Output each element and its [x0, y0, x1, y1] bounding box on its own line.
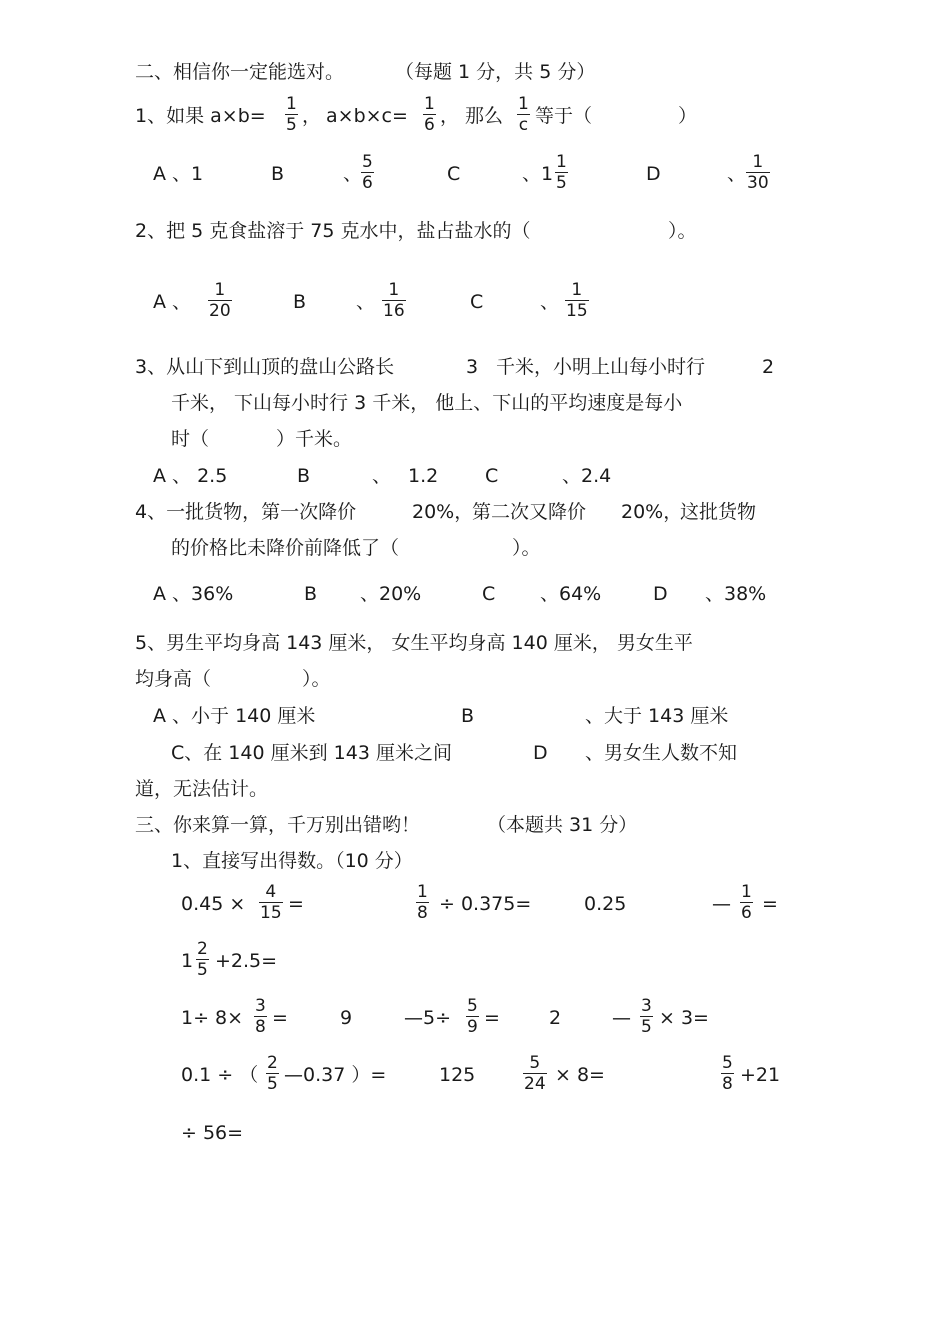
q5-option-d-value: 、男女生人数不知	[585, 742, 738, 764]
q1-fraction-3: 1 c	[518, 94, 529, 135]
q3-line1: 3、从山下到山顶的盘山公路长	[135, 356, 395, 378]
q1-prefix: 1、如果 a×b=	[135, 105, 266, 127]
q4-percent-1: 20%，	[412, 501, 474, 523]
q2-close: ）。	[668, 220, 697, 242]
q1-fraction-2: 1 6	[424, 94, 435, 135]
calc-r4-a-pre: 0.1 ÷ （	[181, 1064, 259, 1086]
q4-line1: 4、一批货物，第一次降价	[135, 501, 357, 523]
q5-option-b-label: B	[461, 705, 475, 727]
calc-r3-a-fraction: 3 8	[255, 996, 266, 1037]
calc-r4-b-post: × 8=	[555, 1064, 605, 1086]
calc-r4-c-fraction: 5 8	[722, 1053, 733, 1094]
q4-mid: 第二次又降价	[472, 501, 587, 523]
q1-option-c-label: C	[447, 163, 461, 185]
calc-r4-b-pre: 125	[439, 1064, 476, 1086]
calc-r3-c-fraction: 3 5	[641, 996, 652, 1037]
q2-text: 2、把 5 克食盐溶于 75 克水中，盐占盐水的（	[135, 220, 531, 242]
calc-r1-b-post: ÷ 0.375=	[439, 893, 532, 915]
q3-line3: 时（	[171, 428, 210, 450]
q2-option-c-sep: 、	[540, 291, 560, 313]
q3-option-b-sep: 、	[372, 465, 392, 487]
calc-r3-c-mid: —	[612, 1007, 631, 1029]
q1-option-d-fraction: 1 30	[747, 152, 769, 193]
q1-comma: ，	[302, 105, 322, 127]
calc-r3-b-pre: 9	[340, 1007, 353, 1029]
q3-option-a: A 、 2.5	[153, 465, 228, 487]
q2-option-a-label: A 、	[153, 291, 192, 313]
q4-line2: 的价格比未降价前降低了（	[171, 537, 400, 559]
q4-option-a: A 、36%	[153, 583, 234, 605]
q1-option-b-sep: 、	[343, 163, 363, 185]
q4-option-d-value: 、38%	[705, 583, 767, 605]
q1-option-c-fraction: 1 5	[556, 152, 567, 193]
q1-equals: 等于（	[535, 105, 593, 127]
calc-r3-b-mid: —5÷	[404, 1007, 452, 1029]
q4-option-b-value: 、20%	[360, 583, 422, 605]
q4-option-c-value: 、64%	[540, 583, 602, 605]
q2-option-b-sep: 、	[356, 291, 376, 313]
q1-fraction-1: 1 5	[286, 94, 297, 135]
calc-r2-whole: 1	[181, 950, 194, 972]
section2-score: （每题 1 分，共 5 分）	[395, 61, 596, 83]
q3-option-c-label: C	[485, 465, 499, 487]
q1-option-b-fraction: 5 6	[362, 152, 373, 193]
q5-option-b-value: 、大于 143 厘米	[585, 705, 729, 727]
calc-r1-d-pre: —	[712, 893, 731, 915]
q2-option-b-fraction: 1 16	[383, 280, 405, 321]
calc-r3-c-post: × 3=	[659, 1007, 709, 1029]
q3-line1-end: 2	[762, 356, 775, 378]
q3-option-b-label: B	[297, 465, 311, 487]
q1-then: ， 那么	[440, 105, 504, 127]
calc-r1-c: 0.25	[584, 893, 627, 915]
calc-r3-a-pre: 1÷ 8×	[181, 1007, 244, 1029]
q4-line2-end: ）。	[512, 537, 541, 559]
q5-option-a: A 、小于 140 厘米	[153, 705, 316, 727]
calc-r1-a-eq: =	[288, 893, 304, 915]
calc-r5: ÷ 56=	[181, 1122, 244, 1144]
q1-mid: a×b×c=	[326, 105, 408, 127]
calc-r1-b-fraction: 1 8	[417, 882, 428, 923]
q5-option-d-label: D	[533, 742, 548, 764]
calc-r3-c-pre: 2	[549, 1007, 562, 1029]
calc-r1-a-fraction: 4 15	[260, 882, 282, 923]
calc-r4-c-post: +21	[740, 1064, 781, 1086]
q4-option-b-label: B	[304, 583, 318, 605]
calc-r1-d-eq: =	[762, 893, 778, 915]
q1-option-b-label: B	[271, 163, 285, 185]
calc-r4-b-fraction: 5 24	[524, 1053, 546, 1094]
section3-title: 三、你来算一算，千万别出错哟！	[135, 814, 421, 836]
q4-percent-2: 20%，	[621, 501, 683, 523]
q1-option-d-sep: 、	[727, 163, 747, 185]
q4-option-d-label: D	[653, 583, 668, 605]
q4-option-c-label: C	[482, 583, 496, 605]
q5-line1: 5、男生平均身高 143 厘米， 女生平均身高 140 厘米， 男女生平	[135, 632, 693, 654]
calc-r4-a-post: —0.37 ）=	[284, 1064, 387, 1086]
q2-option-a-fraction: 1 20	[209, 280, 231, 321]
q1-option-a: A 、1	[153, 163, 204, 185]
q5-line2-end: ）。	[302, 668, 331, 690]
section3-sub1: 1、直接写出得数。（10 分）	[171, 850, 413, 872]
q1-close: ）	[678, 105, 698, 127]
calc-r3-b-eq: =	[484, 1007, 500, 1029]
q3-line3-end: ）千米。	[276, 428, 353, 450]
q3-option-c-value: 、2.4	[562, 465, 612, 487]
q2-option-c-fraction: 1 15	[566, 280, 588, 321]
q4-end: 这批货物	[680, 501, 757, 523]
q5-option-c: C、在 140 厘米到 143 厘米之间	[171, 742, 452, 764]
q3-option-b-value: 1.2	[408, 465, 439, 487]
q2-option-c-label: C	[470, 291, 484, 313]
calc-r2-post: +2.5=	[215, 950, 278, 972]
q3-line1-num: 3	[466, 356, 479, 378]
calc-r3-b-fraction: 5 9	[467, 996, 478, 1037]
section2-title: 二、相信你一定能选对。	[135, 61, 345, 83]
calc-r3-a-eq: =	[272, 1007, 288, 1029]
q2-option-b-label: B	[293, 291, 307, 313]
q5-line2: 均身高（	[135, 668, 212, 690]
calc-r2-fraction: 2 5	[197, 939, 208, 980]
calc-r1-a-pre: 0.45 ×	[181, 893, 246, 915]
q1-option-c-sep: 、1	[522, 163, 554, 185]
section3-score: （本题共 31 分）	[487, 814, 638, 836]
q1-option-d-label: D	[646, 163, 661, 185]
q3-line2: 千米， 下山每小时行 3 千米， 他上、下山的平均速度是每小	[171, 392, 683, 414]
calc-r1-d-fraction: 1 6	[741, 882, 752, 923]
q3-line1-mid: 千米，小明上山每小时行	[496, 356, 706, 378]
q5-line-end: 道，无法估计。	[135, 778, 269, 800]
calc-r4-a-fraction: 2 5	[267, 1053, 278, 1094]
